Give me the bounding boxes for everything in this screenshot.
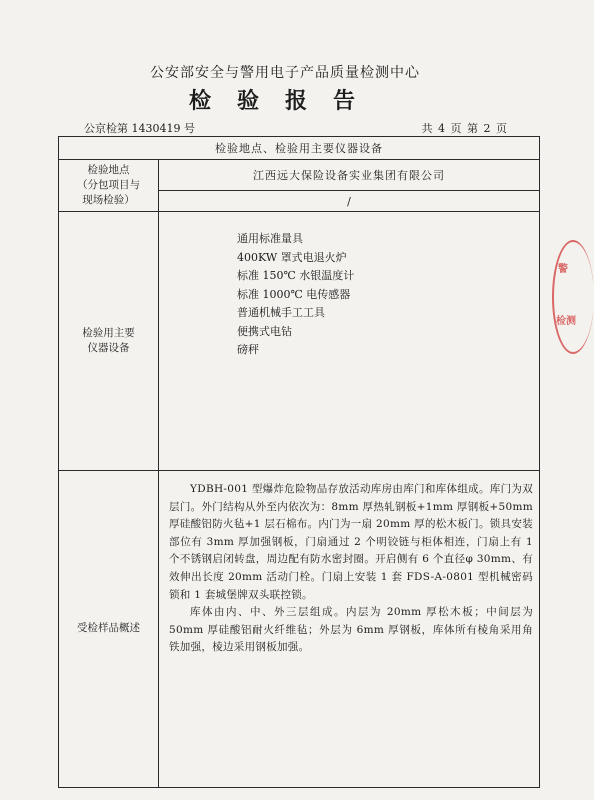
- sample-paragraph-2: 库体由内、中、外三层组成。内层为 20mm 厚松木板；中间层为 50mm 厚硅酸铝耐火纤维毡；外层为 6mm 厚钢板，库体所有棱角采用角铁加强，棱边采用钢板加强。: [169, 606, 533, 654]
- sample-description: [159, 471, 540, 788]
- location-sub-value: /: [159, 191, 540, 212]
- equipment-item: 通用标准量具: [237, 232, 303, 245]
- equipment-item: 标准 150℃ 水银温度计: [237, 269, 355, 282]
- organization-name: 公安部安全与警用电子产品质量检测中心: [150, 65, 420, 81]
- document-number: 公京检第 1430419 号: [84, 122, 195, 135]
- inspection-table: [58, 136, 540, 788]
- page-info: 共 4 页 第 2 页: [421, 122, 508, 135]
- stamp-text-top: 警: [558, 264, 568, 275]
- sample-label: 受检样品概述: [59, 471, 159, 788]
- report-title: 检验报告: [188, 88, 381, 114]
- location-value: 江西远大保险设备实业集团有限公司: [159, 160, 540, 191]
- equipment-item: 400KW 罩式电退火炉: [237, 250, 347, 264]
- location-label: 检验地点 （分包项目与 现场检验）: [59, 160, 159, 212]
- equipment-item: 磅秤: [237, 343, 259, 356]
- equipment-item: 普通机械手工工具: [237, 306, 325, 319]
- section-title: 检验地点、检验用主要仪器设备: [59, 137, 540, 160]
- equipment-cell: [159, 212, 540, 471]
- sample-paragraph-1: YDBH-001 型爆炸危险物品存放活动库房由库门和库体组成。库门为双层门。外门结构从外至内依次为：8mm 厚热轧钢板+1mm 厚钢板+50mm 厚硅酸铝防火毡+1 层石棉布。内门为一扇 20mm 厚的松木板门。锁具安装部位有 3mm 厚加强钢板，门扇通过 2 个明铰链与柜体相连，门扇上有 1 个不锈钢启闭转盘，周边配有防水密封圈。开启侧有 6 个直径φ 30mm、有效伸出长度 20mm 活动门栓。门扇上安装 1 套 FDS-A-0801 型机械密码锁和 1 套城堡牌双头联控锁。: [169, 483, 533, 601]
- equipment-item: 便携式电钻: [237, 324, 292, 338]
- equipment-label: 检验用主要 仪器设备: [59, 212, 159, 471]
- stamp-text-bottom: 检测: [556, 316, 576, 327]
- equipment-list: [237, 230, 539, 360]
- equipment-item: 标准 1000℃ 电传感器: [237, 287, 351, 301]
- red-seal-stamp: [552, 240, 594, 354]
